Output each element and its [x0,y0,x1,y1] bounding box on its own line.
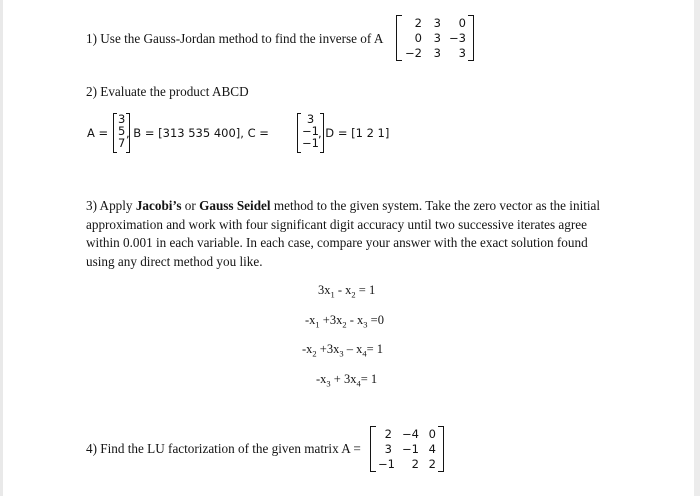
q2-a-label: A = [87,126,109,140]
q4-matrix-grid [376,426,438,472]
equation-3-part-6: 4 [362,348,367,359]
right-bracket [468,15,474,61]
question-4-text: 4) Find the LU factorization of the given matrix A = [86,441,361,456]
q4-matrix-cell-r1c1: 2 [384,427,392,441]
q1-matrix-cell-r2c1: 0 [414,31,422,45]
equation-3-part-7: = 1 [366,342,384,356]
q2-d-label: , D = [1 2 1] [318,126,390,140]
question-2-text: 2) Evaluate the product ABCD [86,84,249,99]
equation-3-part-2: 2 [312,348,317,359]
equation-2-part-2: 1 [315,319,320,330]
q4-matrix-cell-r3c3: 2 [428,457,436,471]
q2-vector-a-values [117,113,126,153]
q4-matrix-cell-r1c3: 0 [428,427,436,441]
vector-a-entry-2: 5 [118,124,126,138]
q1-matrix-cell-r1c1: 2 [414,16,422,30]
equation-4-part-3: + 3x [330,372,357,386]
q1-matrix-cell-r1c2: 3 [433,16,441,30]
equation-2 [305,313,384,330]
q4-matrix-cell-r2c1: 3 [384,442,392,456]
equation-2-part-4: 2 [342,319,347,330]
q1-matrix-cell-r2c2: 3 [433,31,441,45]
q4-matrix-cell-r2c3: 4 [428,442,436,456]
q1-matrix-cell-r3c3: 3 [458,46,466,60]
equation-4-part-5: = 1 [360,372,378,386]
q4-matrix [370,426,444,472]
q3-rest: method to the given system. Take the zero vector as the initial approximation and work with four significant digit accuracy until two successive iterates agree within 0.001 in each variable. In each case, compare your answer with the exact solution found using any direct method you like. [86,198,601,269]
equation-2-part-1: -x [305,313,316,327]
q2-b-c-label: , B = [313 535 400], C = [126,126,269,140]
q4-matrix-cell-r1c2: −4 [402,427,419,441]
q3-method-gauss-seidel: Gauss Seidel [199,198,271,213]
q1-matrix-cell-r3c1: −2 [405,46,422,60]
equation-1-part-4: 2 [351,289,356,300]
question-3-text [86,197,611,271]
q1-matrix-cell-r3c2: 3 [433,46,441,60]
equation-2-part-7: =0 [367,313,384,327]
q3-method-jacobi: Jacobi’s [135,198,182,213]
equation-1-part-1: 3x [318,283,331,297]
q1-matrix-cell-r2c3: −3 [449,31,466,45]
equation-3 [302,342,383,359]
equation-1-part-5: = 1 [355,283,376,297]
equation-1 [318,283,375,300]
q1-matrix-grid [402,15,468,61]
q1-matrix-cell-r1c3: 0 [458,16,466,30]
q3-or: or [181,198,200,213]
equation-1-part-2: 1 [330,289,335,300]
q4-matrix-cell-r3c1: −1 [378,457,395,471]
equation-2-part-3: +3x [319,313,343,327]
vector-c-entry-3: −1 [302,136,319,150]
vector-c-entry-2: −1 [302,124,319,138]
vector-a-entry-1: 3 [118,112,126,126]
page-edge-right [694,0,700,496]
equation-4-part-4: 4 [356,378,361,389]
q4-matrix-cell-r3c2: 2 [411,457,419,471]
equation-1-part-3: - x [334,283,352,297]
q4-matrix-cell-r2c2: −1 [402,442,419,456]
q3-prefix: 3) Apply [86,198,136,213]
q1-matrix [396,15,474,61]
question-1-text: 1) Use the Gauss-Jordan method to find the inverse of A [86,31,384,46]
equation-4-part-2: 3 [326,378,331,389]
equation-2-part-6: 3 [363,319,368,330]
vector-c-entry-1: 3 [306,112,315,126]
vector-a-entry-3: 7 [118,136,126,150]
equation-4-part-1: -x [316,372,327,386]
equation-3-part-3: +3x [316,342,340,356]
right-bracket [438,426,444,472]
equation-3-part-1: -x [302,342,313,356]
equation-4 [316,372,377,389]
equation-3-part-5: – x [343,342,363,356]
page-edge-left [0,0,3,496]
equation-2-part-5: - x [346,313,364,327]
equation-3-part-4: 3 [339,348,344,359]
